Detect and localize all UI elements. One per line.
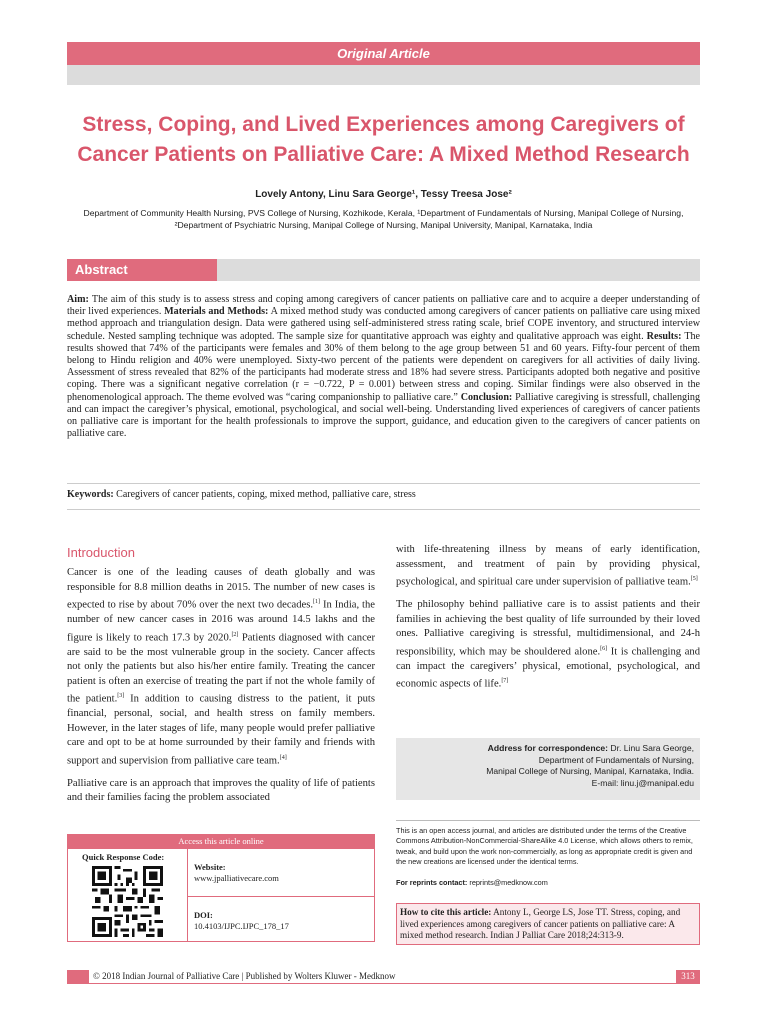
column-left [67,566,375,814]
citation-ref[interactable]: [2] [231,631,239,638]
intro-paragraph-2: Palliative care is an approach that improves the quality of life of patients and their families facing the problem associated [67,777,375,804]
citation-ref[interactable]: [1] [313,599,321,605]
keywords-label: Keywords: [67,489,114,500]
qr-code-label: Quick Response Code: [82,852,165,862]
keywords-text: Caregivers of cancer patients, coping, mixed method, palliative care, stress [116,489,416,500]
abstract-heading-strip [217,259,700,281]
citation-ref[interactable]: [3] [117,693,125,700]
license-text: This is an open access journal, and articles are distributed under the terms of the Creative Commons Attribution-NonCommercial-ShareAlike 4.0 License, which allows others to remix, tweak, and build upon the work non-commercially, as long as appropriate credit is given and the new creations are licensed under the identical terms. [396,826,693,867]
qr-code-icon[interactable] [92,866,163,937]
intro-paragraph-1: Cancer is one of the leading causes of death globally and was responsible for 8.8 million deaths in 2015. The number of new cases is expected to rise by about 70% over the next two decades.[1] In India, the number of new cancer cases in 2016 was around 14.5 lakhs and the figure is likely to reach 17.3 by 2020.[2] Patients diagnosed with cancer are said to be the most vulnerable group in the society. Cancer affects not only the patients but also his/her entire family. Treating the cancer patient is often an exercise of treating the part if not the whole family of the patient.[3] In addition to causing distress to the patient, it puts financial, personal, social, and health stress on family members. However, in the later stages of life, many people would prefer palliative care and opt to be at home surrounded by their family and friends with support and supervision from palliative care team.[4] [67,567,376,767]
citation-ref[interactable]: [6] [600,645,608,652]
correspondence-line: Department of Fundamentals of Nursing, [538,754,694,765]
keywords-divider-top [67,483,700,484]
results-label: Results: [646,330,682,342]
affiliations [67,207,700,231]
citation-ref[interactable]: [4] [279,754,287,761]
column-right [396,543,700,700]
reprints-label: For reprints contact: [396,878,468,887]
footer-rule [67,983,700,984]
article-type-banner [67,42,700,65]
citation-ref[interactable]: [7] [501,678,509,685]
affiliation-line: ²Department of Psychiatric Nursing, Manipal College of Nursing, Manipal University, Manipal, Karnataka, India [174,220,593,230]
article-title: Stress, Coping, and Lived Experiences among Caregivers of Cancer Patients on Palliative Care: A Mixed Method Research [77,113,690,166]
doi-link[interactable]: 10.4103/IJPC.IJPC_178_17 [194,921,289,931]
banner-grey-strip [67,65,700,85]
correspondence-name: Dr. Linu Sara George, [610,743,694,753]
footer-accent [67,970,89,983]
correspondence-email[interactable]: E-mail: linu.j@manipal.edu [591,777,694,788]
intro-paragraph-3: The philosophy behind palliative care is to assist patients and their families in achieving the best quality of life surrounded by their loved ones. Palliative caregiving is stressful, multidimensional, and 24-h responsibility, which may be shouldered alone.[6] It is challenging and can impact the caregivers’ physical, emotional, psychological, and economic aspects of life.[7] [396,599,700,690]
intro-paragraph-2-continued: with life-threatening illness by means of early identification, assessment, and treatment of pain by providing physical, psychological, and spiritual care under supervision of palliative team.[5] [396,544,700,588]
methods-text: A mixed method study was conducted among caregivers of cancer patients on palliative care using mixed method approach and triangulation design. Data were gathered using self-administered stress rating scale, brief COPE inventory, and structured interview schedule. Nested sampling technique was adopted. The sample size for quantitative approach was eighty and qualitative approach was eight. [67,306,700,342]
page-number: 313 [676,970,700,983]
access-online-heading: Access this article online [67,834,375,848]
introduction-heading: Introduction [67,545,135,560]
abstract-body [67,294,700,440]
article-type-label: Original Article [337,46,430,61]
cite-text: Antony L, George LS, Jose TT. Stress, coping, and lived experiences among caregivers of cancer patients on palliative care: A mixed method research. Indian J Palliat Care 2018;24:313-9. [400,907,681,940]
affiliation-line: Department of Community Health Nursing, PVS College of Nursing, Kozhikode, Kerala, ¹Department of Fundamentals of Nursing, Manipal College of Nursing, [83,208,684,218]
correspondence-address [400,743,694,789]
conclusion-label: Conclusion: [460,391,513,403]
cite-label: How to cite this article: [400,907,492,917]
reprints-email[interactable]: reprints@medknow.com [469,878,548,887]
keywords [67,489,700,500]
doi-label: DOI: [194,910,213,920]
aim-text: The aim of this study is to assess stress and coping among caregivers of cancer patients on palliative care and to acquire a deeper understanding of their lived experiences. [67,294,700,318]
citation-ref[interactable]: [5] [690,576,698,582]
correspondence-label: Address for correspondence: [487,743,608,753]
results-text: The results showed that 74% of the participants were females and 30% of them belong to the age group between 51 and 60 years. Fifty-four percent of them belong to Hindu religion and 40% were unemployed. Sixty-two percent of the patients were dependent on caregivers for all activities of daily living. Assessment of stress revealed that 82% of the participants had moderate stress and 18% had severe stress. Participants adopted both negative and positive coping. There was a significant negative correlation (r = −0.722, P = 0.001) between stress and coping. Similar findings were also observed in the phenomenological approach. The theme evolved was “caring companionship to palliative care.” [67,330,701,403]
correspondence-line: Manipal College of Nursing, Manipal, Karnataka, India. [486,766,694,776]
website-label: Website: [194,862,226,872]
methods-label: Materials and Methods: [164,306,269,318]
abstract-heading: Abstract [67,259,217,281]
access-box-divider-vertical [187,848,188,942]
footer-copyright: © 2018 Indian Journal of Palliative Care | Published by Wolters Kluwer - Medknow [93,971,396,981]
conclusion-text: Palliative caregiving is stressfull, challenging and can impact the caregiver’s physical, emotional, psychological, and social well-being. Understanding lived experiences of caregivers of cancer patients on palliative care is important for the health professionals to improve the support, guidance, and education given to the caregivers of cancer patients on palliative care. [67,391,700,440]
access-box-divider-horizontal [187,896,375,897]
aim-label: Aim: [67,294,89,305]
keywords-divider-bottom [67,509,700,510]
how-to-cite [400,907,696,942]
license-divider [396,820,700,821]
reprints [396,878,700,887]
website-link[interactable]: www.jpalliativecare.com [194,873,279,883]
authors: Lovely Antony, Linu Sara George¹, Tessy Treesa Jose² [255,189,512,200]
